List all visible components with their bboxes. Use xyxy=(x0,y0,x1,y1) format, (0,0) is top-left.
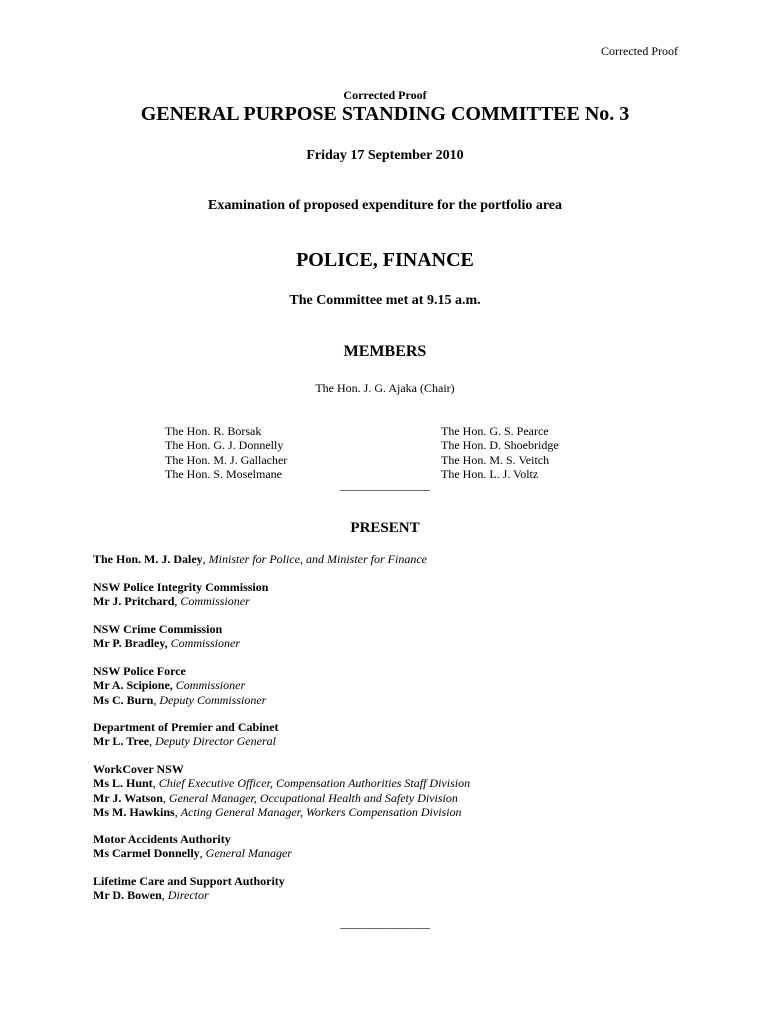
member-name: The Hon. M. J. Gallacher xyxy=(165,452,288,467)
org-name: Department of Premier and Cabinet xyxy=(93,720,279,734)
witness-role: Commissioner xyxy=(180,594,250,609)
witness-name: Mr D. Bowen xyxy=(93,888,162,903)
member-name: The Hon. G. J. Donnelly xyxy=(165,438,284,453)
witness-line: Mr J. Watson, General Manager, Occupational Health and Safety Division xyxy=(93,790,458,805)
divider: _______________ xyxy=(340,478,430,492)
witness-line: Mr L. Tree, Deputy Director General xyxy=(93,734,276,749)
members-right-column xyxy=(441,424,559,481)
witness-role: Director xyxy=(167,888,209,903)
witness-name: Ms M. Hawkins xyxy=(93,804,175,819)
proof-label: Corrected Proof xyxy=(343,88,427,102)
portfolio-title: POLICE, FINANCE xyxy=(296,249,474,271)
witness-line: Ms L. Hunt, Chief Executive Officer, Compensation Authorities Staff Division xyxy=(93,776,471,791)
members-left-column xyxy=(165,424,287,481)
committee-met: The Committee met at 9.15 a.m. xyxy=(289,293,481,308)
org-block xyxy=(93,874,285,903)
member-name: The Hon. R. Borsak xyxy=(165,424,262,438)
witness-line xyxy=(93,678,266,692)
running-header: Corrected Proof xyxy=(601,44,678,58)
member-name: The Hon. L. J. Voltz xyxy=(441,466,539,481)
org-block xyxy=(93,664,266,707)
examination-line: Examination of proposed expenditure for the portfolio area xyxy=(207,198,563,213)
members-chair: The Hon. J. G. Ajaka (Chair) xyxy=(315,381,455,395)
member-name: The Hon. M. S. Veitch xyxy=(441,452,550,467)
witness-role: General Manager, Occupational Health and Safety Division xyxy=(168,790,458,805)
member-name: The Hon. D. Shoebridge xyxy=(441,438,559,453)
meeting-date: Friday 17 September 2010 xyxy=(306,148,464,163)
witness-role: Deputy Director General xyxy=(155,734,276,749)
witness-line: Mr D. Bowen, Director xyxy=(93,888,209,903)
witness-name: Mr P. Bradley, xyxy=(93,636,168,651)
org-block xyxy=(93,832,292,861)
witness-role: Commissioner xyxy=(170,636,241,651)
witness-name: Ms L. Hunt xyxy=(93,776,153,791)
witness-line: Ms C. Burn, Deputy Commissioner xyxy=(93,692,267,707)
org-block xyxy=(93,720,279,749)
witness-line: Ms Carmel Donnelly, General Manager xyxy=(93,846,292,861)
org-name: Lifetime Care and Support Authority xyxy=(93,874,285,888)
witness-line xyxy=(93,636,240,650)
minister-line: The Hon. M. J. Daley, Minister for Police, and Minister for Finance xyxy=(93,552,427,566)
committee-title: GENERAL PURPOSE STANDING COMMITTEE No. 3 xyxy=(140,103,630,125)
witness-name: Ms Carmel Donnelly xyxy=(93,846,200,861)
witness-name: Ms C. Burn xyxy=(93,692,154,707)
member-name: The Hon. G. S. Pearce xyxy=(441,424,549,438)
witness-name: Mr A. Scipione, xyxy=(93,678,173,693)
witness-line: Mr J. Pritchard, Commissioner xyxy=(93,594,250,609)
witness-role: Deputy Commissioner xyxy=(159,692,267,707)
witness-line: Ms M. Hawkins, Acting General Manager, Workers Compensation Division xyxy=(93,804,462,819)
org-name: NSW Police Force xyxy=(93,664,186,678)
witness-name: Mr J. Pritchard xyxy=(93,594,175,609)
present-heading: PRESENT xyxy=(350,520,420,536)
witness-name: Mr L. Tree xyxy=(93,734,150,749)
members-heading: MEMBERS xyxy=(343,343,427,360)
divider: _______________ xyxy=(340,916,430,930)
witness-role: General Manager xyxy=(205,846,292,861)
witness-role: Commissioner xyxy=(175,678,246,693)
witness-role: Chief Executive Officer, Compensation Authorities Staff Division xyxy=(158,776,471,791)
org-name: NSW Police Integrity Commission xyxy=(93,580,269,594)
witness-role: Acting General Manager, Workers Compensation Division xyxy=(180,804,462,819)
org-block xyxy=(93,580,268,609)
minister-role: Minister for Police, and Minister for Finance xyxy=(208,552,427,566)
member-name: The Hon. S. Moselmane xyxy=(165,466,282,481)
org-block xyxy=(93,762,470,819)
org-name: NSW Crime Commission xyxy=(93,622,223,636)
org-block xyxy=(93,622,240,651)
org-name: Motor Accidents Authority xyxy=(93,832,231,846)
org-name: WorkCover NSW xyxy=(93,762,184,776)
witness-name: Mr J. Watson xyxy=(93,790,163,805)
minister-name: The Hon. M. J. Daley xyxy=(93,552,203,566)
